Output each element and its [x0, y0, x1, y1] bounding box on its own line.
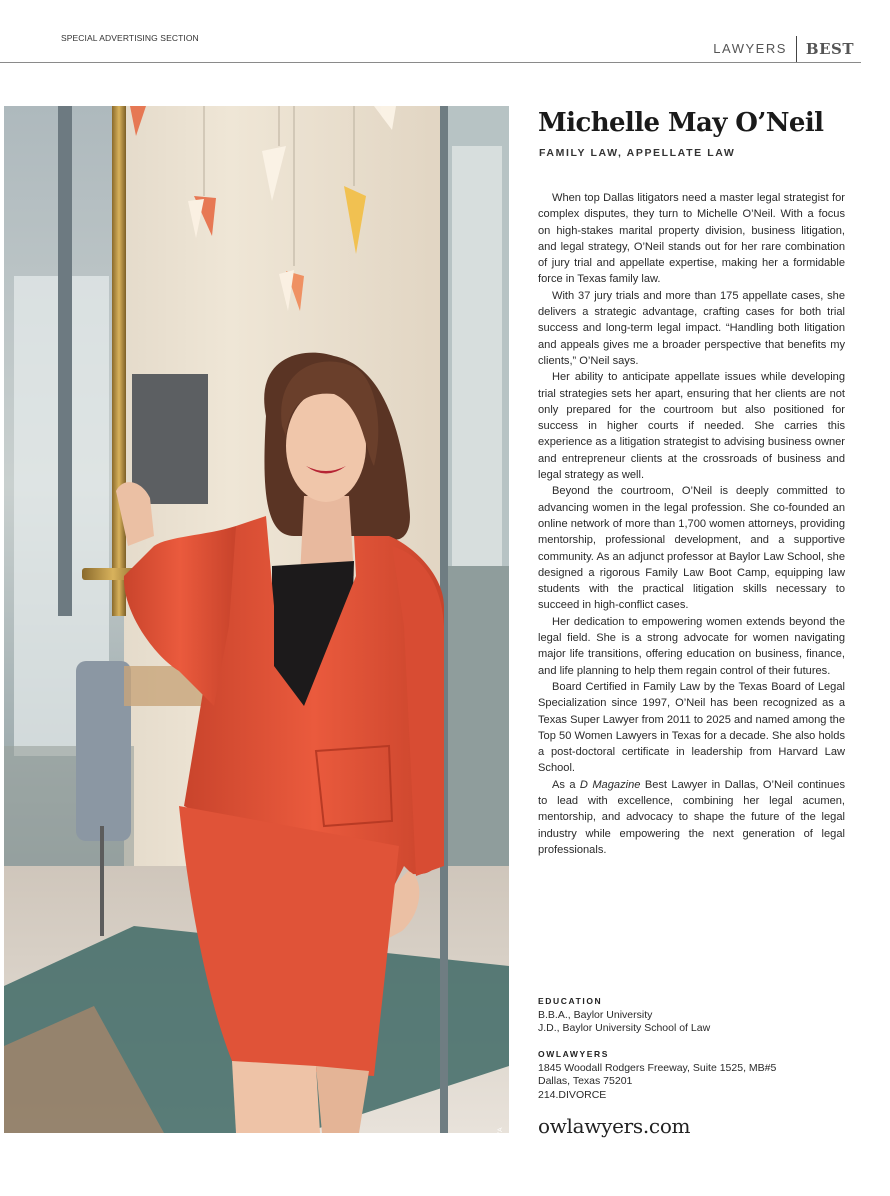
- education-line: B.B.A., Baylor University: [538, 1009, 653, 1022]
- firm-block: [538, 1048, 858, 1102]
- body-paragraph: Board Certified in Family Law by the Texas Board of Legal Specialization since 1997, O’Neil has been recognized as a Texas Super Lawyer from 2011 to 2025 and named among the Top 50 Women Lawyers in Texas for a decade. She also holds a post-doctoral certificate in leadership from Harvard Law School.: [538, 680, 845, 775]
- firm-address-line1: 1845 Woodall Rodgers Freeway, Suite 1525, MB#5: [538, 1062, 777, 1075]
- firm-label: OWLAWYERS: [538, 1049, 610, 1059]
- education-block: [538, 995, 858, 1036]
- body-paragraph: Beyond the courtroom, O’Neil is deeply committed to advancing women in the legal profession. She co-founded an online network of more than 1,700 women attorneys, providing mentorship, professional development, and a supportive community. As an adjunct professor at Baylor Law School, she designed a rigorous Family Law Boot Camp, equipping law students with the practical litigation skills necessary to succeed in high-conflict cases.: [538, 485, 845, 612]
- closing-suffix: Best Lawyer in Dallas, O’Neil continues to lead with excellence, combining her legal acumen, mentorship, and advocacy to shape the future of the legal industry while empowering the next generation of legal professionals.: [538, 778, 845, 856]
- body-paragraph: With 37 jury trials and more than 175 appellate cases, she delivers a strategic advantage, crafting cases for both trial success and long-term legal impact. “Handling both litigation and appeals gives me a broader perspective that benefits my clients,” O’Neil says.: [538, 289, 845, 367]
- body-paragraph-closing: [538, 777, 845, 858]
- special-advertising-label: SPECIAL ADVERTISING SECTION: [61, 33, 199, 43]
- closing-prefix: As a: [552, 778, 580, 791]
- profile-body: [538, 190, 845, 858]
- best-mark: BEST: [805, 40, 854, 58]
- practice-areas: FAMILY LAW, APPELLATE LAW: [539, 147, 736, 159]
- education-line: J.D., Baylor University School of Law: [538, 1022, 711, 1035]
- body-paragraph: Her ability to anticipate appellate issues while developing trial strategies sets her apart, ensuring that her clients are not only prepared for the courtroom but also positioned for success in higher courts if needed. She carries this experience as a litigation strategist to advising business owner and entrepreneur clients at the crossroads of business and legal strategy as well.: [538, 371, 845, 482]
- lawyer-name: Michelle May O’Neil: [538, 108, 824, 138]
- firm-address-line2: Dallas, Texas 75201: [538, 1075, 633, 1088]
- body-paragraph: When top Dallas litigators need a master legal strategist for complex disputes, they turn to Michelle O’Neil. With a focus on high-stakes marital property division, business litigation, and legal strategy, O’Neil stands out for her rare combination of jury trial and appellate expertise, making her a formidable force in Texas family law.: [538, 192, 845, 286]
- header-divider: [0, 62, 861, 63]
- firm-phone[interactable]: 214.DIVORCE: [538, 1088, 607, 1101]
- photo-credit: VANESSA GAVALYA: [497, 1126, 504, 1196]
- section-label: LAWYERS: [713, 36, 797, 62]
- portrait-photo: [4, 106, 509, 1196]
- education-label: EDUCATION: [538, 996, 603, 1006]
- firm-website-link[interactable]: owlawyers.com: [538, 1114, 691, 1138]
- portrait-illustration: [4, 106, 509, 1133]
- publication-name: D Magazine: [579, 778, 641, 791]
- section-header: [713, 36, 854, 62]
- body-paragraph: Her dedication to empowering women extends beyond the legal field. She is a strong advocate for women navigating major life transitions, offering education on business, finance, and life planning to help them regain control of their futures.: [538, 615, 845, 677]
